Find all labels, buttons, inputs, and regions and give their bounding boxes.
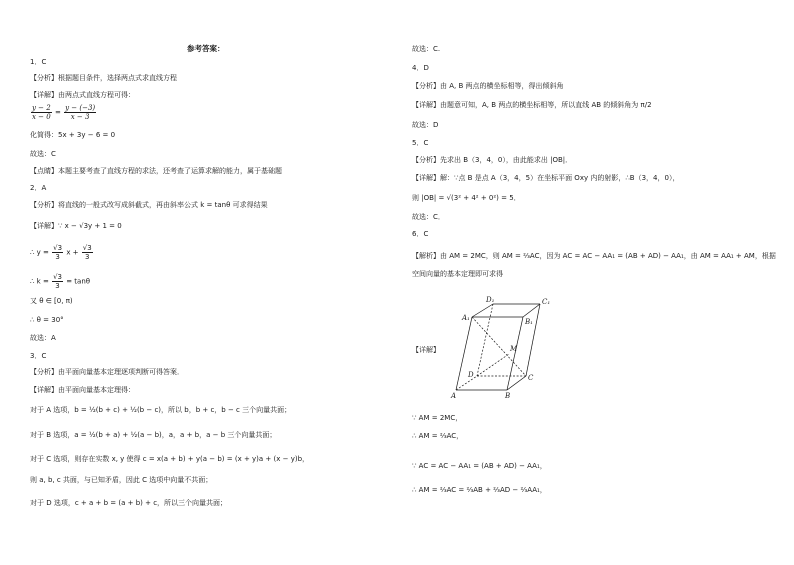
q2-answer: 故选：A: [30, 334, 56, 342]
q4-detail: 【详解】由题意可知，A, B 两点的横坐标相等，所以直线 AB 的倾斜角为 π/2: [412, 101, 652, 109]
label-a: A: [451, 392, 457, 400]
q6-number: 6．C: [412, 230, 429, 238]
edge-c1-c: [526, 304, 540, 376]
q2-range: 又 θ ∈ [0, π): [30, 297, 73, 305]
q3-option-d: 对于 D 选项，c + a + b = (a + b) + c，所以三个向量共面；: [30, 499, 228, 507]
q6-analysis: 【解析】由 AM = 2MC，则 AM = ⅔AC，因为 AC = AC − AA₁ = (AB + AD) − AA₁，由 AM = AA₁ + AM，根据: [412, 252, 776, 260]
label-d: D: [468, 371, 474, 379]
q2-frac-1: $\frac{√3}{3}$: [53, 244, 63, 261]
q5-detail: 【详解】解：∵点 B 是点 A（3，4，5）在坐标平面 Oxy 内的射影，∴B（3，4，0），: [412, 174, 680, 182]
q1-answer: 故选：C: [30, 150, 56, 158]
q2-theta: ∴ θ = 30°: [30, 316, 64, 324]
q6-line-2: ∴ AM = ⅔AC，: [412, 432, 464, 440]
q4-answer: 故选：D: [412, 121, 439, 129]
edge-d1-d-hidden: [477, 304, 493, 376]
q1-number: 1．C: [30, 58, 47, 66]
q5-ob: 则 |OB| = √(3² + 4² + 0²) = 5．: [412, 194, 521, 202]
edge-b1-b: [507, 317, 523, 390]
q1-simplify: 化简得：5x + 3y − 6 = 0: [30, 131, 116, 139]
q3-answer: 故选：C.: [412, 45, 441, 53]
q1-equation: $\frac{y - 2}{x - 0}$ = $\frac{y - (-3)}{x - 3}$: [32, 104, 96, 121]
q2-frac-2: $\frac{√3}{3}$: [82, 244, 92, 261]
segment-d-m: [477, 354, 509, 376]
q1-detail: 【详解】由两点式直线方程可得：: [30, 91, 135, 99]
q2-number: 2．A: [30, 184, 47, 192]
q6-detail: 【详解】: [412, 346, 440, 354]
label-b1: B₁: [525, 318, 533, 326]
q5-analysis: 【分析】先求出 B（3，4，0），由此能求出 |OB|．: [412, 156, 573, 164]
q5-number: 5．C: [412, 139, 429, 147]
q3-option-c-cont: 则 a, b, c 共面，与已知矛盾，因此 C 选项中向量不共面；: [30, 476, 213, 484]
edge-a-d-hidden: [456, 376, 477, 390]
q6-analysis-cont: 空间向量的基本定理即可求得: [412, 270, 503, 278]
parallelepiped-figure: [448, 292, 558, 402]
q2-y-equation: ∴ y = $\frac{√3}{3}$ x + $\frac{√3}{3}$: [30, 244, 92, 261]
q2-analysis: 【分析】将直线的一般式改写成斜截式，再由斜率公式 k = tanθ 可求得结果: [30, 201, 268, 209]
q2-detail: 【详解】∵ x − √3y + 1 = 0: [30, 222, 122, 230]
q3-option-c: 对于 C 选项，则存在实数 x, y 使得 c = x(a + b) + y(a − b) = (x + y)a + (x − y)b，: [30, 455, 310, 463]
q2-k-equation: ∴ k = $\frac{√3}{3}$ = tanθ: [30, 273, 91, 290]
label-a1: A₁: [462, 314, 470, 322]
q4-analysis: 【分析】由 A, B 两点的横坐标相等，得出倾斜角: [412, 82, 564, 90]
q1-analysis: 【分析】根据题目条件，选择两点式求直线方程: [30, 74, 177, 82]
q4-number: 4．D: [412, 64, 429, 72]
label-b: B: [505, 392, 511, 400]
q3-analysis: 【分析】由平面向量基本定理逐项判断可得答案．: [30, 368, 184, 376]
q6-line-3: ∵ AC = AC − AA₁ = (AB + AD) − AA₁，: [412, 462, 547, 470]
q6-line-1: ∵ AM = 2MC，: [412, 414, 463, 422]
diagonal-a1-c: [472, 317, 526, 376]
label-d1: D₁: [486, 296, 495, 304]
q3-option-b: 对于 B 选项，a = ½(b + a) + ½(a − b)，a，a + b，a − b 三个向量共面；: [30, 431, 277, 439]
q5-answer: 故选：C．: [412, 213, 445, 221]
edge-b1-c1: [523, 304, 540, 317]
q2-frac-k: $\frac{√3}{3}$: [53, 273, 62, 290]
q3-option-a: 对于 A 选项，b = ½(b + c) + ½(b − c)，所以 b，b + c，b − c 三个向量共面；: [30, 406, 292, 414]
q1-frac-right: $\frac{y - (-3)}{x - 3}$: [65, 104, 96, 121]
page-title: 参考答案：: [187, 44, 225, 53]
edge-a1-a: [456, 317, 472, 390]
q3-detail: 【详解】由平面向量基本定理得：: [30, 386, 135, 394]
q6-line-4: ∴ AM = ⅔AC = ⅔AB + ⅔AD − ⅔AA₁，: [412, 486, 547, 494]
q1-comment: 【点睛】本题主要考查了直线方程的求法，还考查了运算求解的能力，属于基础题: [30, 167, 282, 175]
label-m: M: [510, 345, 518, 353]
edge-a1-d1: [472, 304, 493, 317]
q1-frac-left: $\frac{y - 2}{x - 0}$: [32, 104, 51, 121]
q3-number: 3．C: [30, 352, 47, 360]
label-c: C: [528, 374, 534, 382]
label-c1: C₁: [542, 298, 551, 306]
